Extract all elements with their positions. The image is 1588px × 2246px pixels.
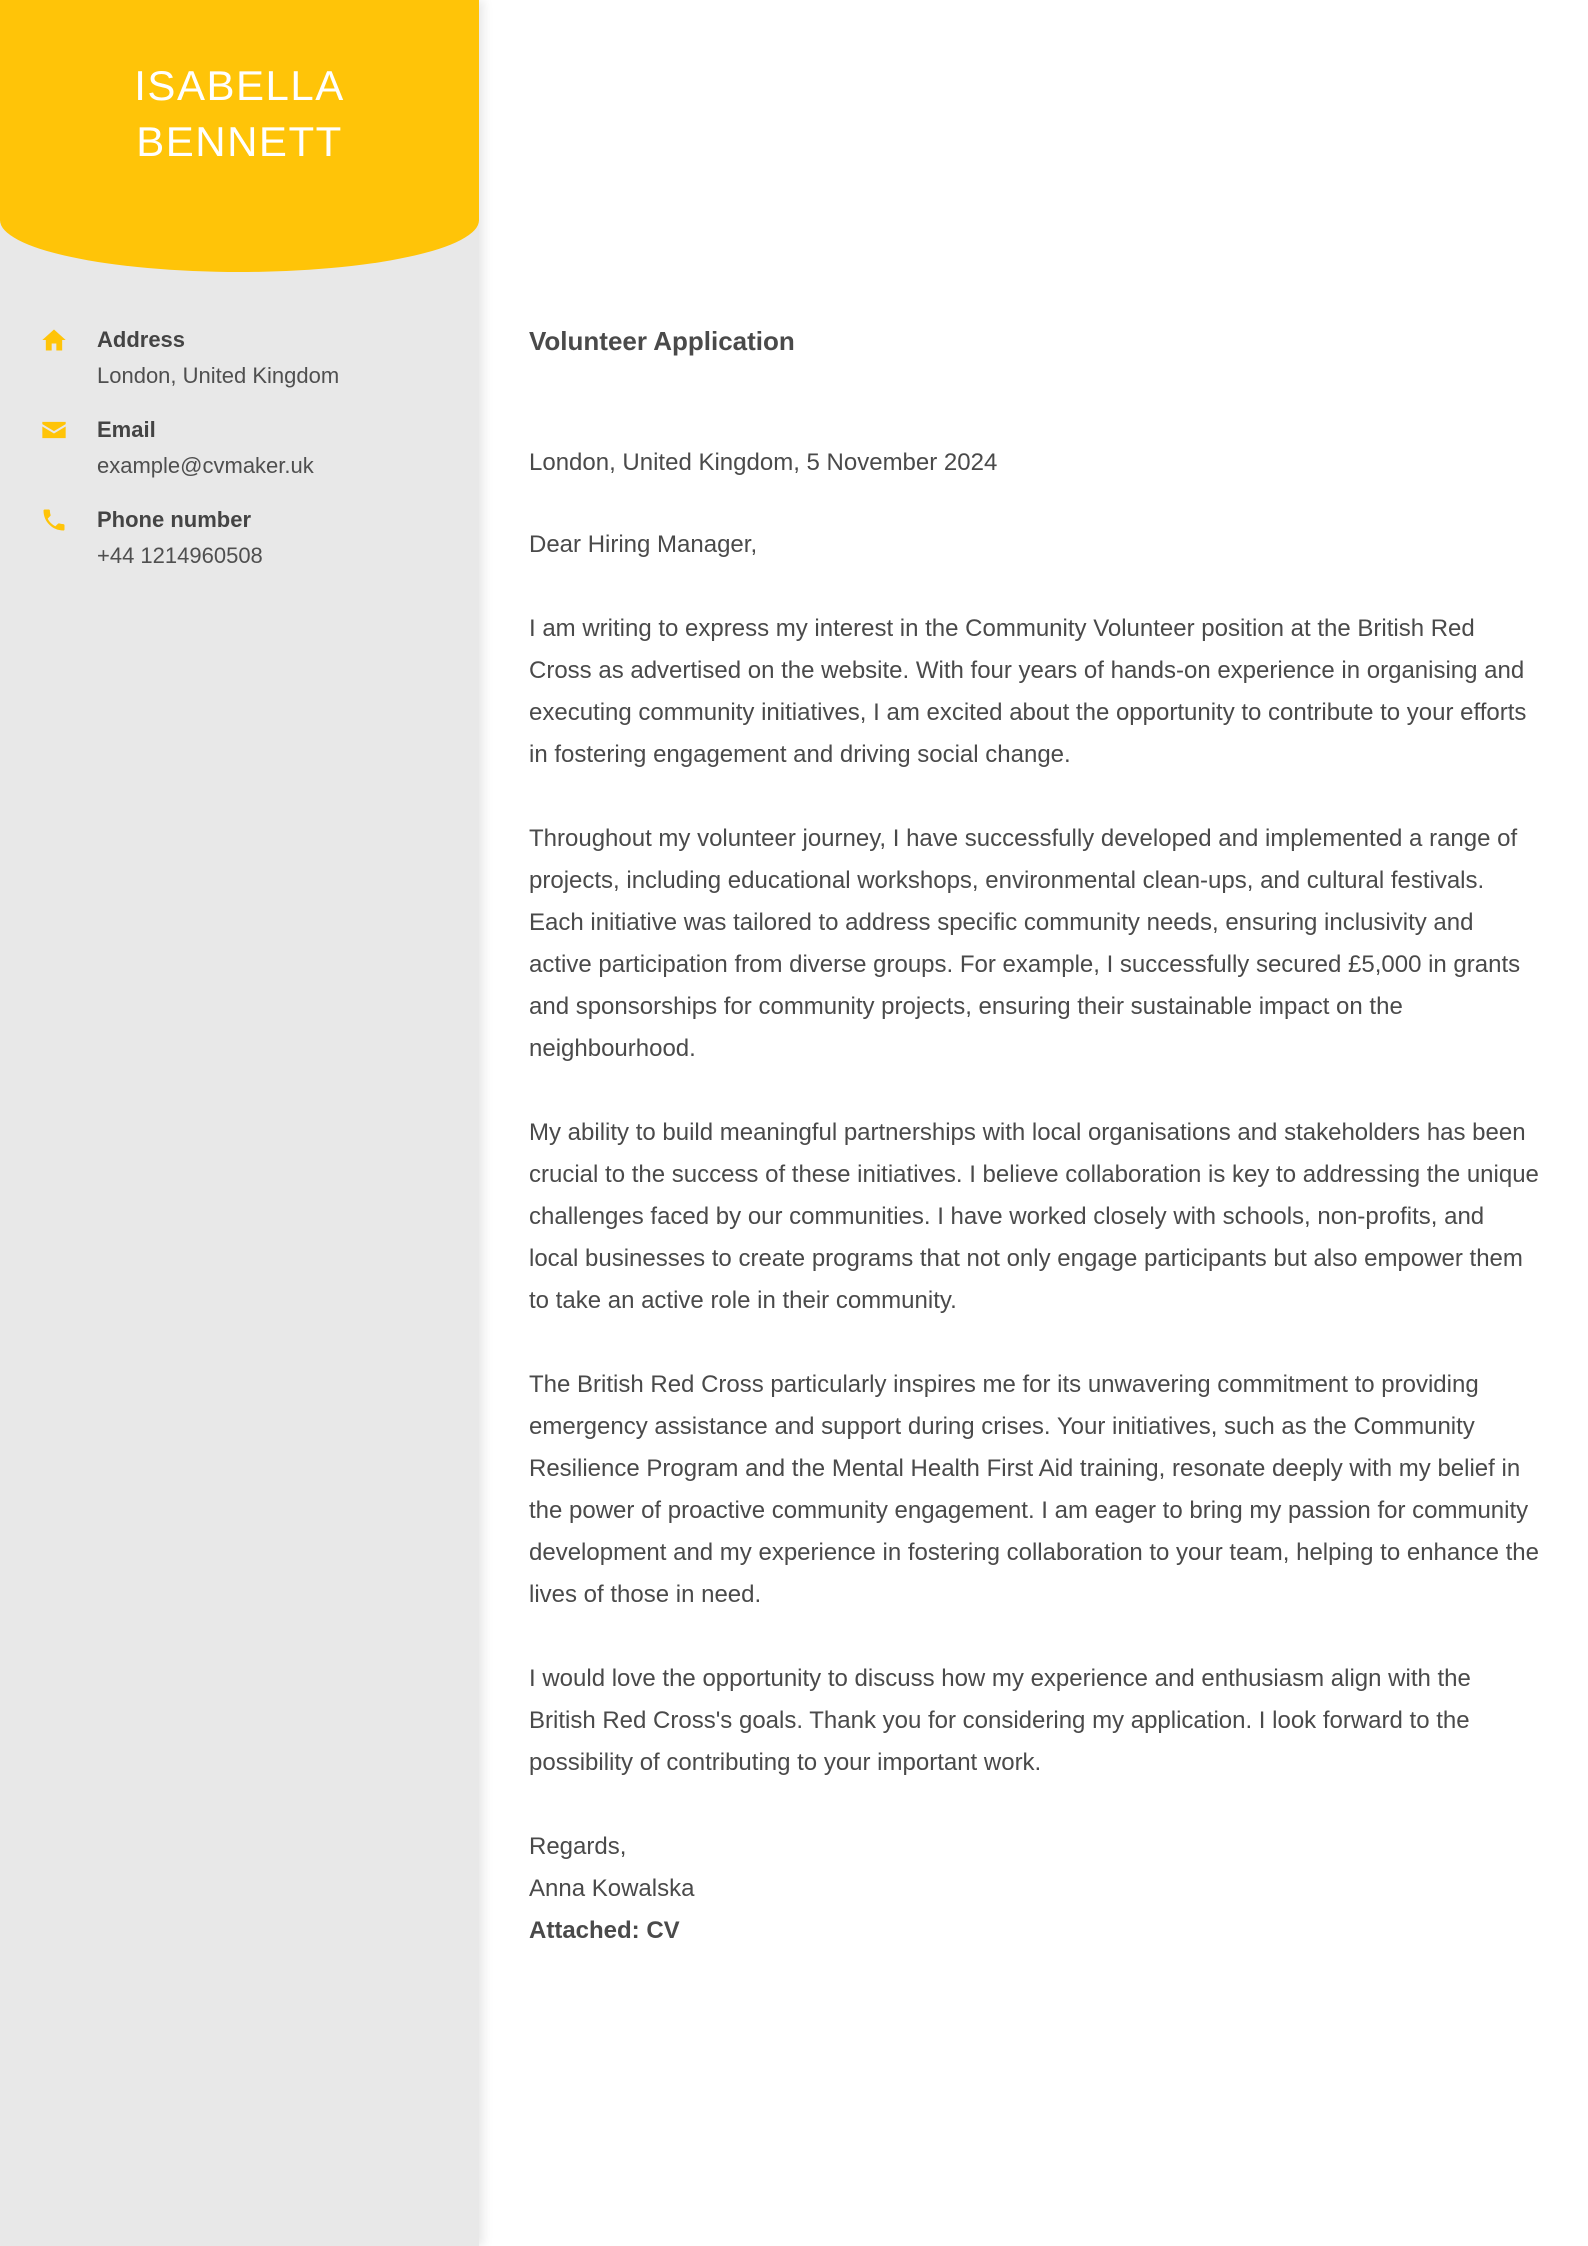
phone-icon	[40, 506, 68, 534]
contact-phone	[40, 502, 460, 592]
letter-dateline: London, United Kingdom, 5 November 2024	[529, 449, 998, 476]
letter-paragraph: My ability to build meaningful partnerships with local organisations and stakeholders has been crucial to the success of these initiatives. I believe collaboration is key to addressing the unique challenges faced by our communities. I have worked closely with schools, non-profits, and local businesses to create programs that not only engage participants but also empower them to take an active role in their community.	[529, 1119, 1539, 1314]
first-name: ISABELLA	[134, 62, 345, 109]
letter-paragraph: I am writing to express my interest in the Community Volunteer position at the British Red Cross as advertised on the website. With four years of hands-on experience in organising and executing community initiatives, I am excited about the opportunity to contribute to your efforts in fostering engagement and driving social change.	[529, 615, 1527, 768]
letter-salutation: Dear Hiring Manager,	[529, 531, 758, 558]
phone-value[interactable]: +44 1214960508	[97, 543, 263, 568]
letter-paragraph: I would love the opportunity to discuss how my experience and enthusiasm align with the British Red Cross's goals. Thank you for considering my application. I look forward to the possibility of contributing to your important work.	[529, 1665, 1471, 1776]
phone-label: Phone number	[97, 507, 252, 532]
envelope-icon	[40, 416, 68, 444]
contact-email	[40, 412, 460, 502]
sidebar	[0, 0, 479, 2246]
candidate-name	[0, 58, 479, 170]
letter-body	[529, 322, 1539, 1952]
home-icon	[40, 326, 68, 354]
name-header	[0, 0, 479, 272]
letter-attachment: Attached: CV	[529, 1917, 680, 1944]
email-value[interactable]: example@cvmaker.uk	[97, 453, 314, 478]
letter-signature: Anna Kowalska	[529, 1875, 695, 1902]
last-name: BENNETT	[136, 118, 343, 165]
contact-address	[40, 322, 460, 412]
contact-list	[40, 322, 460, 592]
address-label: Address	[97, 327, 186, 352]
letter-subject: Volunteer Application	[529, 326, 795, 356]
letter-paragraph: Throughout my volunteer journey, I have successfully developed and implemented a range of projects, including educational workshops, environmental clean-ups, and cultural festivals. Each initiative was tailored to address specific community needs, ensuring inclusivity and active participation from diverse groups. For example, I successfully secured £5,000 in grants and sponsorships for community projects, ensuring their sustainable impact on the neighbourhood.	[529, 825, 1521, 1062]
email-label: Email	[97, 417, 156, 442]
address-value: London, United Kingdom	[97, 363, 340, 388]
letter-paragraph: The British Red Cross particularly inspires me for its unwavering commitment to providing emergency assistance and support during crises. Your initiatives, such as the Community Resilience Program and the Mental Health First Aid training, resonate deeply with my belief in the power of proactive community engagement. I am eager to bring my passion for community development and my experience in fostering collaboration to your team, helping to enhance the lives of those in need.	[529, 1371, 1539, 1608]
letter-closing: Regards,	[529, 1833, 627, 1860]
